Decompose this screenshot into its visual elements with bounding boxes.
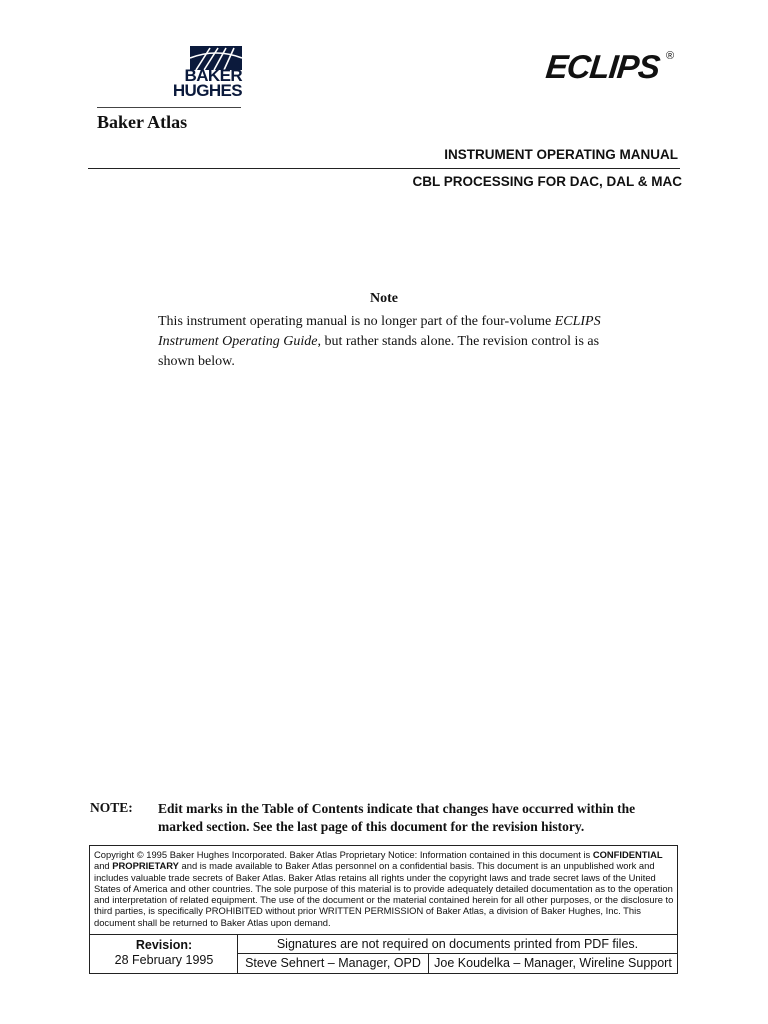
division-name: Baker Atlas	[97, 112, 188, 132]
bottom-note-text: Edit marks in the Table of Contents indicate that changes have occurred within the marked section. See the last page of this document for the revision history.	[158, 801, 636, 834]
manual-subtitle: CBL PROCESSING FOR DAC, DAL & MAC	[412, 174, 682, 189]
copyright-box	[89, 845, 678, 974]
copyright-part2: and is made available to Baker Atlas personnel on a confidential basis. This document is an unpublished work and includes valuable trade secrets of Baker Atlas. Baker Atlas retains all rights under the copyright laws and trade secret laws of the United States of America and other countries. The sole purpose of this material is to provide adequately detailed documentation as to the operation and interpretation of related equipment. The use of the document or the material contained herein for all other purposes, or the disclosure to third parties, is specifically PROHIBITED without prior WRITTEN PERMISSION of Baker Atlas, a division of Baker Hughes, Inc. This document shall be returned to Baker Atlas upon demand.	[94, 860, 674, 928]
baker-hughes-wordmark	[160, 68, 242, 98]
note-heading: Note	[370, 291, 398, 306]
note-guide-title: ECLIPS Instrument Operating Guide	[158, 314, 601, 349]
note-text-before: This instrument operating manual is no longer part of the four-volume	[158, 314, 555, 329]
note-text-after: , but rather stands alone. The revision control is as shown below.	[158, 334, 600, 369]
signer-opd: Steve Sehnert – Manager, OPD	[238, 954, 429, 974]
registered-mark: ®	[666, 50, 675, 62]
revision-label: Revision:	[135, 938, 193, 952]
eclips-logo: ECLIPS	[544, 48, 662, 85]
revision-cell	[90, 935, 238, 974]
proprietary-label: PROPRIETARY	[112, 860, 179, 872]
copyright-part1: Copyright © 1995 Baker Hughes Incorporated. Baker Atlas Proprietary Notice: Information contained in this document is	[94, 849, 593, 860]
bottom-note-label: NOTE:	[90, 800, 133, 815]
manual-title: INSTRUMENT OPERATING MANUAL	[444, 147, 678, 162]
note-paragraph	[158, 312, 618, 372]
logo-divider	[97, 107, 241, 108]
copyright-notice	[94, 849, 674, 928]
signer-wireline: Joe Koudelka – Manager, Wireline Support	[434, 956, 672, 970]
company-line1: BAKER	[184, 66, 242, 85]
revision-date: 28 February 1995	[114, 953, 214, 967]
confidential-label: CONFIDENTIAL	[592, 849, 663, 860]
baker-hughes-logo	[160, 46, 242, 102]
signature-note: Signatures are not required on documents printed from PDF files.	[238, 935, 677, 954]
copyright-and: and	[94, 860, 113, 872]
company-line2: HUGHES	[172, 81, 242, 100]
revision-table	[90, 934, 677, 974]
header-divider	[88, 168, 680, 169]
